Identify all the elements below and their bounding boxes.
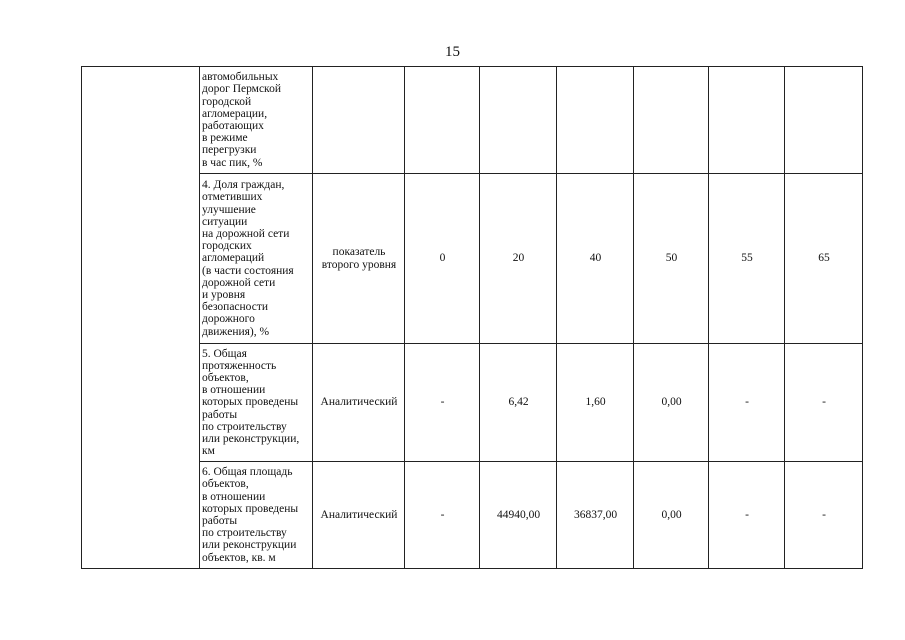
indicator-name-line: ситуации bbox=[202, 215, 248, 228]
value-cell: - bbox=[709, 344, 785, 462]
value-cell: 65 bbox=[785, 174, 863, 344]
indicator-name-line: или реконструкции bbox=[202, 539, 297, 552]
value-cell: 36837,00 bbox=[557, 462, 634, 569]
blank-left-cell bbox=[82, 67, 200, 569]
table-row bbox=[82, 174, 863, 344]
value-cell: 1,60 bbox=[557, 344, 634, 462]
indicator-name-line: по строительству bbox=[202, 527, 287, 540]
indicator-name-line: или реконструкции, bbox=[202, 433, 300, 445]
indicator-name-line: 5. Общая bbox=[202, 347, 247, 360]
indicator-name-line: дорог Пермской bbox=[202, 83, 281, 96]
indicator-name-cell bbox=[200, 174, 313, 344]
indicator-name-line: и уровня bbox=[202, 289, 246, 301]
indicator-name-cell bbox=[200, 344, 313, 462]
indicator-name-line: по строительству bbox=[202, 420, 287, 433]
indicator-name-line: движения), % bbox=[202, 325, 270, 338]
page-number: 15 bbox=[445, 44, 460, 60]
value-cell: - bbox=[405, 462, 480, 569]
indicator-name-line: которых проведены bbox=[202, 502, 299, 515]
indicator-name-line: 4. Доля граждан, bbox=[202, 179, 285, 192]
value-cell bbox=[405, 67, 480, 174]
value-cell: 55 bbox=[709, 174, 785, 344]
table-row bbox=[82, 344, 863, 462]
indicator-name-line: городской bbox=[202, 95, 252, 108]
indicator-type: Аналитический bbox=[313, 462, 405, 569]
indicator-name-cell bbox=[200, 67, 313, 174]
value-cell: - bbox=[785, 462, 863, 569]
indicator-name-line: работы bbox=[202, 515, 238, 527]
indicator-name-line: в отношении bbox=[202, 384, 266, 397]
indicators-table bbox=[81, 66, 863, 569]
indicator-name-line: автомобильных bbox=[202, 71, 279, 84]
indicator-type bbox=[313, 67, 405, 174]
indicator-name-line: агломераций bbox=[202, 252, 265, 265]
value-cell bbox=[709, 67, 785, 174]
indicator-name-line: перегрузки bbox=[202, 144, 257, 157]
value-cell: 0 bbox=[405, 174, 480, 344]
indicator-name-line: дорожной сети bbox=[202, 276, 276, 289]
indicator-type: Аналитический bbox=[313, 344, 405, 462]
value-cell bbox=[480, 67, 557, 174]
indicator-name-line: на дорожной сети bbox=[202, 227, 290, 240]
value-cell: 0,00 bbox=[634, 344, 709, 462]
value-cell: - bbox=[405, 344, 480, 462]
value-cell bbox=[634, 67, 709, 174]
value-cell bbox=[785, 67, 863, 174]
value-cell: 50 bbox=[634, 174, 709, 344]
indicator-name-cell bbox=[200, 462, 313, 569]
indicator-name-line: работающих bbox=[202, 120, 264, 132]
value-cell: 40 bbox=[557, 174, 634, 344]
value-cell: 44940,00 bbox=[480, 462, 557, 569]
indicator-name-line: дорожного bbox=[202, 313, 255, 326]
value-cell: - bbox=[785, 344, 863, 462]
indicator-name-line: в режиме bbox=[202, 132, 248, 145]
indicator-name-line: объектов, bbox=[202, 371, 249, 384]
value-cell bbox=[557, 67, 634, 174]
value-cell: - bbox=[709, 462, 785, 569]
indicator-type: показатель второго уровня bbox=[313, 174, 405, 344]
value-cell: 20 bbox=[480, 174, 557, 344]
indicator-name-line: км bbox=[202, 445, 215, 458]
indicator-name-line: в отношении bbox=[202, 490, 266, 503]
indicator-name-line: отметивших bbox=[202, 191, 263, 204]
value-cell: 0,00 bbox=[634, 462, 709, 569]
indicator-name-line: которых проведены bbox=[202, 396, 299, 409]
indicator-name-line: городских bbox=[202, 240, 252, 253]
indicator-name-line: (в части состояния bbox=[202, 264, 294, 277]
indicator-name-line: 6. Общая площадь bbox=[202, 466, 293, 479]
indicator-name-line: агломерации, bbox=[202, 107, 268, 120]
value-cell: 6,42 bbox=[480, 344, 557, 462]
indicator-name-line: работы bbox=[202, 408, 238, 421]
table-row bbox=[82, 67, 863, 174]
indicator-name-line: объектов, кв. м bbox=[202, 551, 276, 564]
indicator-name-line: безопасности bbox=[202, 301, 269, 314]
indicator-name-line: объектов, bbox=[202, 478, 249, 491]
indicator-name-line: протяженность bbox=[202, 359, 277, 372]
indicator-name-line: улучшение bbox=[202, 203, 256, 216]
table-row bbox=[82, 462, 863, 569]
indicator-name-line: в час пик, % bbox=[202, 156, 263, 169]
